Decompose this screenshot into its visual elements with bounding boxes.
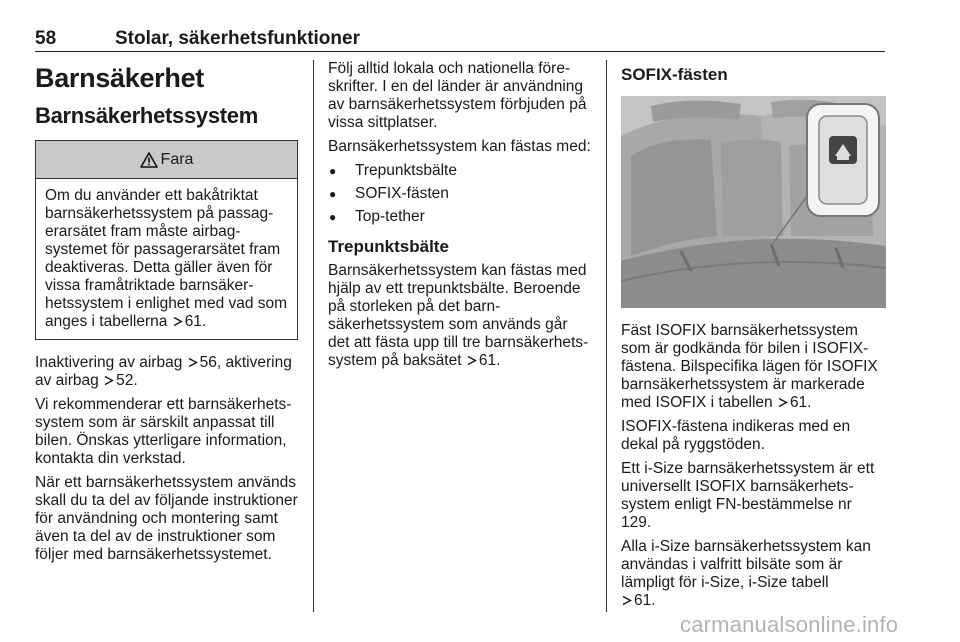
warning-ref[interactable]: 61.: [184, 313, 207, 330]
column-divider: [606, 60, 607, 612]
warning-text: Om du använder ett bakåtriktat barnsäkerhetssystem på passagerarsätet fram måste airbagsystemet för passagerarsätet fram deaktiveras. Detta gäller även för vissa framåtriktade barnsäkerhetssystem i enlighet med vad som anges i tabellerna: [45, 187, 288, 330]
page-reference-icon: [103, 375, 114, 386]
paragraph: ISOFIX-fästena indikeras med en dekal på ryggstöden.: [621, 418, 851, 453]
column-divider: [313, 60, 314, 612]
section-heading: SOFIX-fästen: [621, 65, 728, 84]
paragraph: [621, 322, 886, 412]
page-header: [35, 28, 885, 52]
paragraph: Vi rekommenderar ett barnsäkerhetssystem som är särskilt anpassat till bilen. Önskas ytterligare information, kontakta din verkstad.: [35, 396, 292, 467]
table-ref[interactable]: 61.: [478, 352, 501, 369]
list-item: ● Top-tether: [328, 208, 591, 226]
paragraph: När ett barnsäkerhetssystem används skall du ta del av följande instruktioner för användning och montering samt även ta del av de instruktioner som följer med barnsäkerhetssystemet.: [35, 474, 298, 563]
page-reference-icon: [777, 397, 788, 408]
rear-seat-image: [621, 96, 886, 308]
warning-body: [36, 179, 297, 339]
isofix-text: Fäst ISOFIX barnsäkerhetssystem som är godkända för bilen i ISOFIX-fästena. Bilspecifika lägen för ISOFIX barnsäkerhetssystem är markerade med ISOFIX i tabellen: [621, 322, 878, 411]
list-item: ● Trepunktsbälte: [328, 162, 591, 180]
paragraph: Följ alltid lokala och nationella föreskrifter. I en del länder är användning av barnsäkerhetssystem förbjuden på vissa sittplatser.: [328, 60, 587, 131]
paragraph: [35, 354, 298, 390]
list-item: ● SOFIX-fästen: [328, 185, 591, 203]
airbag-ref-2[interactable]: 52.: [116, 372, 138, 389]
attachment-list: [328, 162, 591, 226]
page-reference-icon: [172, 316, 183, 327]
section-heading: Trepunktsbälte: [328, 237, 449, 256]
column-3: [621, 60, 886, 610]
paragraph: Barnsäkerhetssystem kan fästas med:: [328, 138, 591, 155]
danger-warning-box: [35, 140, 298, 340]
paragraph: [328, 262, 591, 370]
page-reference-icon: [466, 355, 477, 366]
paragraph: [621, 538, 886, 610]
column-2: [328, 60, 591, 370]
warning-header: [36, 141, 297, 179]
isize-text: Alla i-Size barnsäkerhetssystem kan användas i valfritt bilsäte som är lämpligt för i-Size, i-Size tabell: [621, 538, 871, 591]
warning-triangle-icon: [140, 152, 158, 168]
isize-table-ref[interactable]: 61.: [634, 592, 656, 609]
airbag-ref-1[interactable]: 56, aktivering av airbag: [35, 354, 292, 389]
page-reference-icon: [621, 595, 632, 606]
three-point-belt-text: Barnsäkerhetssystem kan fästas med hjälp av ett trepunktsbälte. Beroende på storleken på det barnsäkerhetssystem som används går det att fästa upp till tre barnsäkerhetssystem på baksätet: [328, 262, 589, 369]
section-heading: Barnsäkerhet: [35, 63, 204, 93]
subsection-heading: Barnsäkerhetssystem: [35, 103, 258, 128]
column-1: [35, 60, 298, 564]
watermark: carmanualsonline.info: [680, 612, 899, 637]
running-title: Stolar, säkerhetsfunktioner: [115, 28, 360, 49]
paragraph: Ett i-Size barnsäkerhetssystem är ett universellt ISOFIX barnsäkerhetssystem enligt FN-bestämmelse nr 129.: [621, 460, 875, 531]
isofix-table-ref[interactable]: 61.: [789, 394, 812, 411]
page-reference-icon: [187, 357, 198, 368]
warning-label: Fara: [160, 150, 194, 168]
page-number: 58: [35, 28, 57, 49]
airbag-deactivation-text: Inaktivering av airbag: [35, 354, 183, 371]
isofix-seat-illustration: [621, 96, 886, 308]
